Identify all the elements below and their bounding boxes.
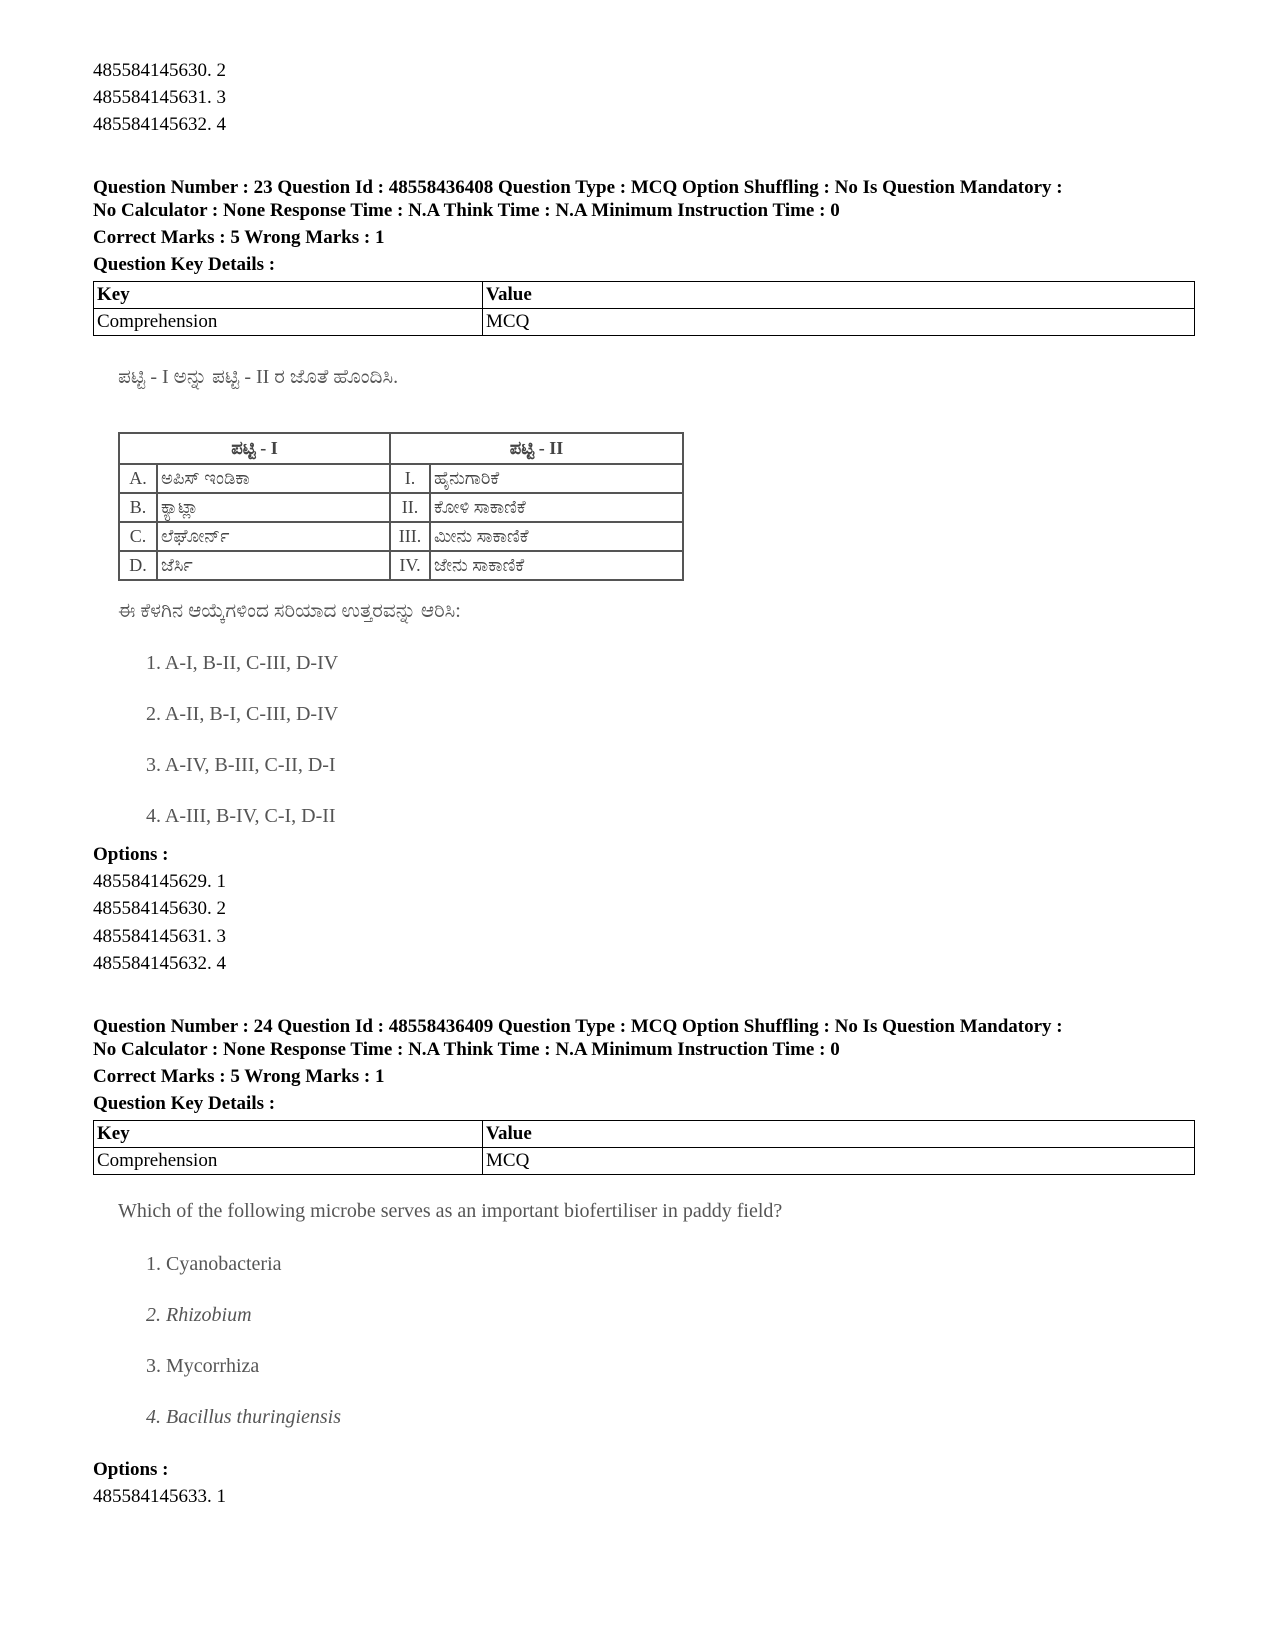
match-letter: A. [119, 464, 157, 493]
q23-choice: 2. A-II, B-I, C-III, D-IV [146, 703, 339, 725]
match-right: ಹೈನುಗಾರಿಕೆ [430, 464, 683, 493]
value-header: Value [483, 1121, 1195, 1148]
key-header: Key [94, 1121, 483, 1148]
q23-choice: 4. A-III, B-IV, C-I, D-II [146, 805, 336, 827]
q23-choice: 3. A-IV, B-III, C-II, D-I [146, 754, 336, 776]
value-header: Value [483, 282, 1195, 309]
option-line: 485584145629. 1 [93, 871, 226, 892]
match-row [119, 551, 683, 580]
match-right: ಮೀನು ಸಾಕಾಣಿಕೆ [430, 522, 683, 551]
key-cell: Comprehension [94, 309, 483, 336]
match-roman: I. [390, 464, 430, 493]
q23-options-label: Options : [93, 844, 169, 865]
q23-match-table [118, 432, 684, 581]
match-right: ಜೇನು ಸಾಕಾಣಿಕೆ [430, 551, 683, 580]
match-letter: C. [119, 522, 157, 551]
match-header-right: ಪಟ್ಟಿ - II [390, 433, 683, 464]
value-cell: MCQ [483, 1148, 1195, 1175]
q23-instruction: ಪಟ್ಟಿ - I ಅನ್ನು ಪಟ್ಟಿ - II ರ ಜೊತೆ ಹೊಂದಿಸಿ. [118, 366, 399, 388]
key-header: Key [94, 282, 483, 309]
option-line: 485584145632. 4 [93, 953, 226, 974]
q24-choice: 2. Rhizobium [146, 1304, 252, 1326]
q23-marks: Correct Marks : 5 Wrong Marks : 1 [93, 227, 385, 248]
option-line: 485584145630. 2 [93, 898, 226, 919]
match-letter: B. [119, 493, 157, 522]
match-roman: IV. [390, 551, 430, 580]
match-row [119, 522, 683, 551]
match-left: ಕ್ಯಾಟ್ಲಾ [157, 493, 390, 522]
match-header-left: ಪಟ್ಟಿ - I [119, 433, 390, 464]
q24-marks: Correct Marks : 5 Wrong Marks : 1 [93, 1066, 385, 1087]
q23-key-details-label: Question Key Details : [93, 254, 276, 275]
q23-meta-line1: Question Number : 23 Question Id : 48558436408 Question Type : MCQ Option Shuffling : No Is Question Mandatory : [93, 177, 1063, 198]
q24-meta-line2: No Calculator : None Response Time : N.A Think Time : N.A Minimum Instruction Time : 0 [93, 1039, 840, 1060]
q24-choice: 1. Cyanobacteria [146, 1253, 282, 1275]
option-line: 485584145631. 3 [93, 87, 226, 108]
q24-question: Which of the following microbe serves as an important biofertiliser in paddy field? [118, 1200, 783, 1222]
match-letter: D. [119, 551, 157, 580]
q24-key-table [93, 1120, 1195, 1175]
q24-options-label: Options : [93, 1459, 169, 1480]
q24-meta-line1: Question Number : 24 Question Id : 48558436409 Question Type : MCQ Option Shuffling : No Is Question Mandatory : [93, 1016, 1063, 1037]
match-right: ಕೋಳಿ ಸಾಕಾಣಿಕೆ [430, 493, 683, 522]
match-roman: III. [390, 522, 430, 551]
option-line: 485584145630. 2 [93, 60, 226, 81]
match-left: ಅಪಿಸ್ ಇಂಡಿಕಾ [157, 464, 390, 493]
q23-select-text: ಈ ಕೆಳಗಿನ ಆಯ್ಕೆಗಳಿಂದ ಸರಿಯಾದ ಉತ್ತರವನ್ನು ಆರಿಸಿ: [118, 600, 461, 622]
key-cell: Comprehension [94, 1148, 483, 1175]
option-line: 485584145633. 1 [93, 1486, 226, 1507]
q24-key-details-label: Question Key Details : [93, 1093, 276, 1114]
option-line: 485584145632. 4 [93, 114, 226, 135]
match-left: ಲೆಘೋರ್ನ್ [157, 522, 390, 551]
value-cell: MCQ [483, 309, 1195, 336]
q24-choice: 4. Bacillus thuringiensis [146, 1406, 341, 1428]
match-roman: II. [390, 493, 430, 522]
option-line: 485584145631. 3 [93, 926, 226, 947]
q24-choice: 3. Mycorrhiza [146, 1355, 260, 1377]
q23-choice: 1. A-I, B-II, C-III, D-IV [146, 652, 339, 674]
match-row [119, 464, 683, 493]
q23-key-table [93, 281, 1195, 336]
q23-meta-line2: No Calculator : None Response Time : N.A Think Time : N.A Minimum Instruction Time : 0 [93, 200, 840, 221]
match-row [119, 493, 683, 522]
match-left: ಜೆರ್ಸಿ [157, 551, 390, 580]
